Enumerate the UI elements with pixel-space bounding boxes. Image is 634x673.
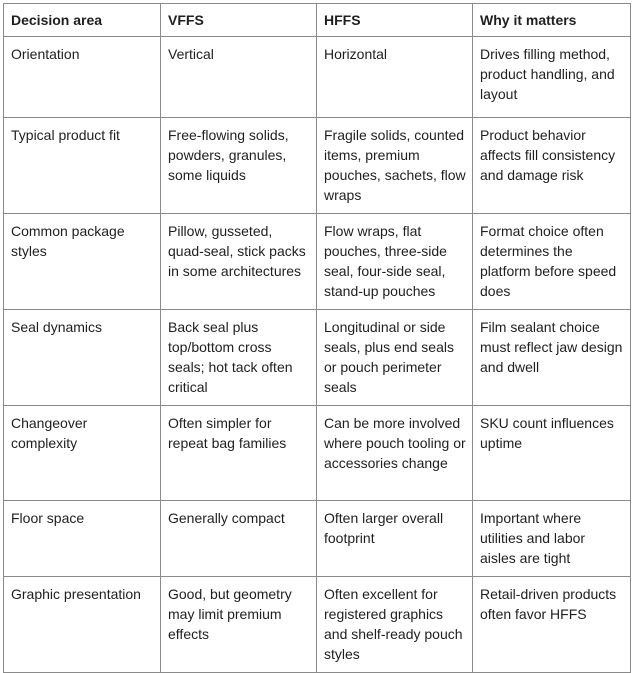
table-row-typical-product-fit: [4, 118, 631, 214]
cell-decision-area: Graphic presentation: [4, 577, 161, 673]
table-row-floor-space: [4, 501, 631, 577]
header-decision-area: Decision area: [4, 4, 161, 37]
cell-why-it-matters: Retail-driven products often favor HFFS: [473, 577, 631, 673]
cell-decision-area: Typical product fit: [4, 118, 161, 214]
table-header-row: [4, 4, 631, 37]
cell-vffs: Good, but geometry may limit premium effects: [161, 577, 317, 673]
cell-hffs: Often larger overall footprint: [317, 501, 473, 577]
cell-hffs: Can be more involved where pouch tooling or accessories change: [317, 406, 473, 501]
table-row-changeover-complexity: [4, 406, 631, 501]
cell-vffs: Free-flowing solids, powders, granules, some liquids: [161, 118, 317, 214]
cell-why-it-matters: Important where utilities and labor aisles are tight: [473, 501, 631, 577]
cell-vffs: Generally compact: [161, 501, 317, 577]
cell-hffs: Often excellent for registered graphics and shelf-ready pouch styles: [317, 577, 473, 673]
cell-hffs: Fragile solids, counted items, premium pouches, sachets, flow wraps: [317, 118, 473, 214]
cell-why-it-matters: Format choice often determines the platform before speed does: [473, 214, 631, 310]
table-row-graphic-presentation: [4, 577, 631, 673]
cell-vffs: Back seal plus top/bottom cross seals; hot tack often critical: [161, 310, 317, 406]
table-row-seal-dynamics: [4, 310, 631, 406]
vffs-hffs-comparison-table: [3, 3, 631, 673]
cell-vffs: Vertical: [161, 37, 317, 118]
header-vffs: VFFS: [161, 4, 317, 37]
cell-why-it-matters: Drives filling method, product handling, and layout: [473, 37, 631, 118]
cell-why-it-matters: SKU count influences uptime: [473, 406, 631, 501]
cell-decision-area: Changeover complexity: [4, 406, 161, 501]
cell-hffs: Longitudinal or side seals, plus end seals or pouch perimeter seals: [317, 310, 473, 406]
header-why-it-matters: Why it matters: [473, 4, 631, 37]
comparison-table-container: [3, 3, 631, 673]
cell-decision-area: Floor space: [4, 501, 161, 577]
table-row-orientation: [4, 37, 631, 118]
cell-decision-area: Common package styles: [4, 214, 161, 310]
cell-hffs: Flow wraps, flat pouches, three-side seal, four-side seal, stand-up pouches: [317, 214, 473, 310]
cell-decision-area: Orientation: [4, 37, 161, 118]
cell-vffs: Often simpler for repeat bag families: [161, 406, 317, 501]
cell-why-it-matters: Product behavior affects fill consistency and damage risk: [473, 118, 631, 214]
cell-decision-area: Seal dynamics: [4, 310, 161, 406]
table-row-common-package-styles: [4, 214, 631, 310]
header-hffs: HFFS: [317, 4, 473, 37]
cell-why-it-matters: Film sealant choice must reflect jaw design and dwell: [473, 310, 631, 406]
cell-hffs: Horizontal: [317, 37, 473, 118]
cell-vffs: Pillow, gusseted, quad-seal, stick packs in some architectures: [161, 214, 317, 310]
